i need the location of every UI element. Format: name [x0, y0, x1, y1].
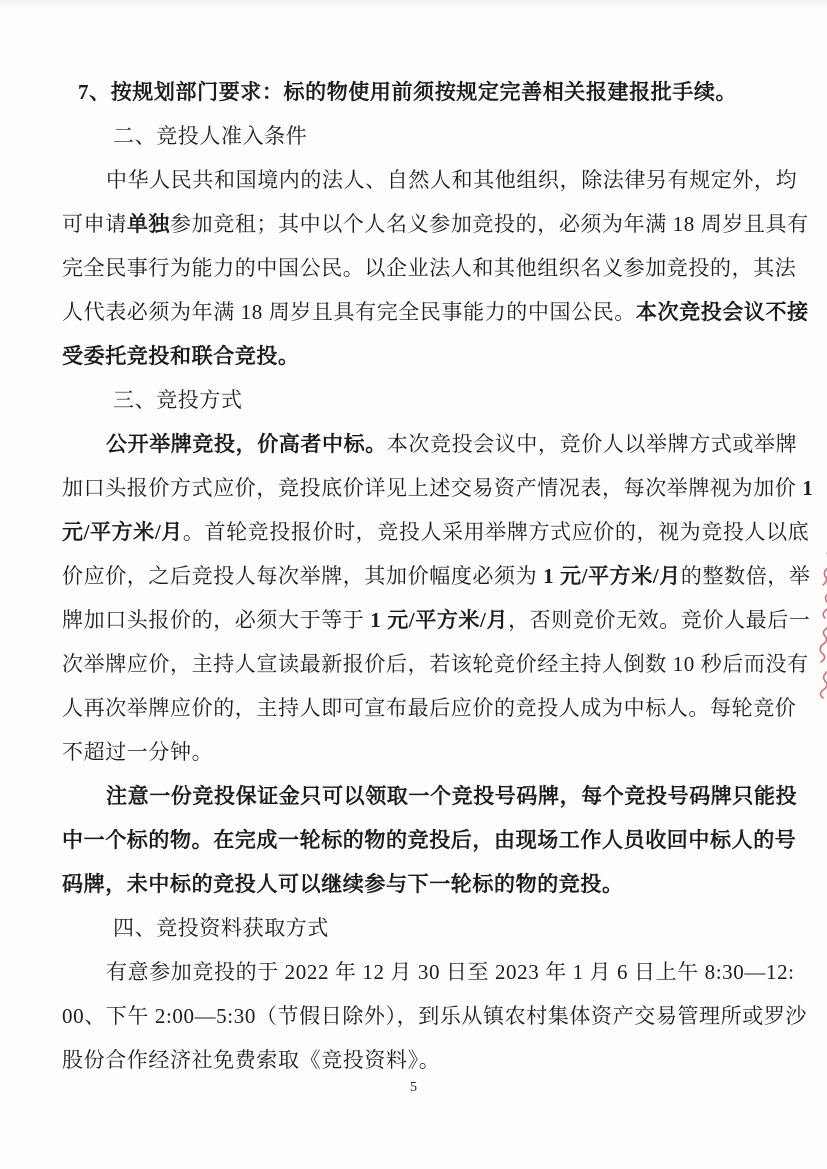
text-run: 7、按规划部门要求：标的物使用前须按规定完善相关报建报批手续。: [78, 80, 738, 104]
text-line: [62, 906, 768, 950]
text-run: 三、竞投方式: [113, 388, 243, 412]
text-run: 本次竞投会议中，竞价人以举牌方式或举牌: [386, 432, 798, 456]
text-line: [62, 818, 797, 862]
text-run: 人代表必须为年满 18 周岁且具有完全民事能力的中国公民。: [62, 300, 636, 324]
text-line: [62, 730, 768, 774]
text-run: 本次竞投会议不接: [635, 300, 809, 324]
text-run: 二、竞投人准入条件: [113, 124, 308, 148]
text-line: [62, 290, 809, 334]
text-line: [62, 994, 808, 1038]
text-run: 四、竞投资料获取方式: [113, 916, 329, 940]
text-line: [62, 774, 798, 818]
text-line: [62, 862, 768, 906]
text-line: [62, 642, 809, 686]
text-run: 人再次举牌应价的，主持人即可宣布最后应价的竞投人成为中标人。每轮竞价: [62, 696, 797, 720]
text-run: 码牌，未中标的竞投人可以继续参与下一轮标的物的竞投。: [62, 872, 624, 896]
text-line: [62, 686, 797, 730]
text-line: [62, 510, 810, 554]
text-line: [62, 1038, 768, 1082]
text-run: 不超过一分钟。: [62, 740, 214, 764]
document-body: [62, 70, 814, 1082]
text-run: 注意一份竞投保证金只可以领取一个竞投号码牌，每个竞投号码牌只能投: [106, 784, 798, 808]
text-run: ，否则竞价无效。竞价人最后一: [508, 608, 811, 632]
page-number: 5: [410, 1080, 417, 1095]
text-run: 00、下午 2:00—5:30（节假日除外），到乐从镇农村集体资产交易管理所或罗沙: [62, 1004, 808, 1028]
text-line: [62, 114, 768, 158]
text-run: 牌加口头报价的，必须大于等于: [62, 608, 371, 632]
text-run: 股份合作经济社免费索取《竞投资料》。: [62, 1048, 441, 1072]
text-line: [62, 246, 797, 290]
text-run: 元/平方米/月: [62, 520, 183, 544]
text-line: [62, 598, 811, 642]
text-line: [62, 466, 814, 510]
text-run: 可申请: [62, 212, 127, 236]
text-run: 价应价，之后竞投人每次举牌，其加价幅度必须为: [62, 564, 544, 588]
text-run: 1 元/平方米/月: [370, 608, 509, 632]
text-line: [62, 202, 809, 246]
text-line: [62, 422, 798, 466]
text-line: [62, 950, 795, 994]
text-run: 完全民事行为能力的中国公民。以企业法人和其他组织名义参加竞投的，其法: [62, 256, 797, 280]
text-run: 加口头报价方式应价，竞投底价详见上述交易资产情况表，每次举牌视为加价: [62, 476, 803, 500]
text-run: 1: [802, 476, 814, 500]
text-line: [62, 70, 768, 114]
text-line: [62, 158, 798, 202]
text-run: 中一个标的物。在完成一轮标的物的竞投后，由现场工作人员收回中标人的号: [62, 828, 797, 852]
text-run: 有意参加竞投的于 2022 年 12 月 30 日至 2023 年 1 月 6 日上午 8:30—12:: [106, 960, 795, 984]
text-run: 中华人民共和国境内的法人、自然人和其他组织，除法律另有规定外，均: [106, 168, 798, 192]
text-run: 次举牌应价，主持人宣读最新报价后，若该轮竞价经主持人倒数 10 秒后而没有: [62, 652, 809, 676]
scan-edge-artifact: [0, 0, 827, 8]
text-run: 1 元/平方米/月: [543, 564, 681, 588]
text-line: [62, 554, 811, 598]
text-run: 受委托竞投和联合竞投。: [62, 344, 300, 368]
text-line: [62, 378, 768, 422]
text-run: 的整数倍，举: [680, 564, 811, 588]
text-run: 。首轮竞投报价时，竞投人采用举牌方式应价的，视为竞投人以底: [182, 520, 810, 544]
text-run: 公开举牌竞投，价高者中标。: [106, 432, 387, 456]
text-run: 参加竞租；其中以个人名义参加竞投的，必须为年满 18 周岁且具有: [170, 212, 809, 236]
text-line: [62, 334, 768, 378]
text-run: 单独: [126, 212, 171, 236]
